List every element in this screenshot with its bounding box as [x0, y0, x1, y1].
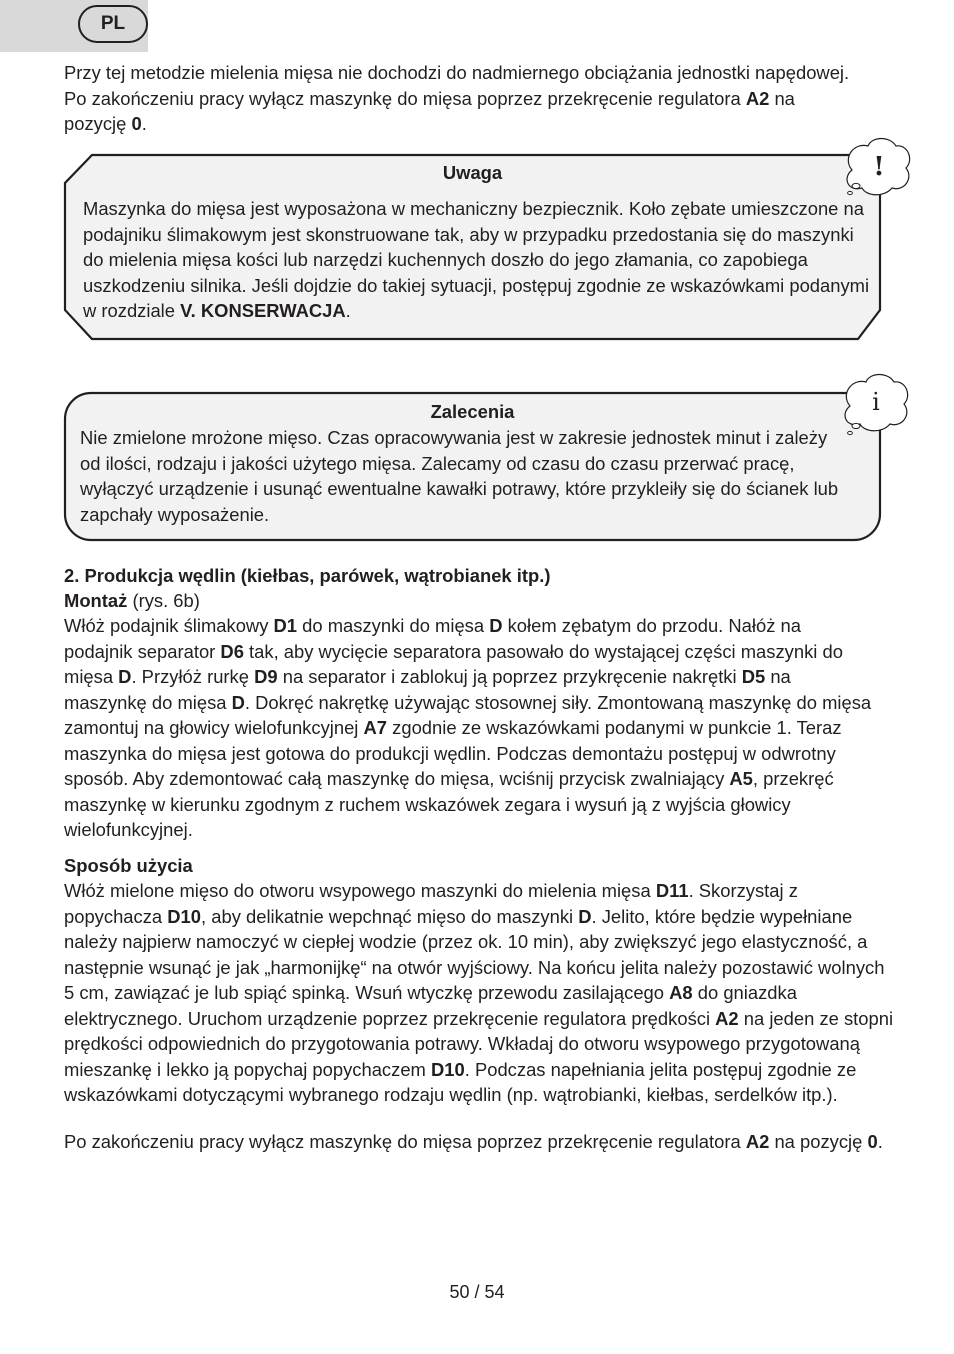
warning-symbol: ! [873, 152, 885, 182]
intro-paragraph: Przy tej metodzie mielenia mięsa nie dochodzi do nadmiernego obciążania jednostki napędowej. Po zakończeniu pracy wyłącz maszynkę do mięsa poprzez przekręcenie regulatora A2 na pozycję 0. [64, 62, 850, 134]
language-badge: PL [78, 5, 148, 43]
info-symbol: i [872, 388, 880, 416]
page-number: 50 / 54 [449, 1282, 505, 1302]
warning-text: Maszynka do mięsa jest wyposażona w mechaniczny bezpiecznik. Koło zębate umieszczone na podajniku ślimakowym jest skonstruowane tak, aby w przypadku przedostania się do maszynki do mielenia mięsa kości lub narzędzi kuchennych doszło do jego złamania, co zapobiega uszkodzeniu silnika. Jeśli dojdzie do takiej sytuacji, postępuj zgodnie ze wskazówkami podanymi w rozdziale V. KONSERWACJA. [83, 198, 870, 321]
usage-paragraph: Włóż mielone mięso do otworu wsypowego maszynki do mielenia mięsa D11. Skorzystaj z popychacza D10, aby delikatnie wepchnąć mięso do maszynki D. Jelito, które będzie wypełniane należy najpierw namoczyć w ciepłej wodzie (przez ok. 10 min), aby zwiększyć jego elastyczność, a następnie wsunąć je jak „harmonijkę“ na otwór wyjściowy. Na końcu jelita należy pozostawić wolnych 5 cm, zawiązać je lub spiąć spinką. Wsuń wtyczkę przewodu zasilającego A8 do gniazdka elektrycznego. Uruchom urządzenie poprzez przekręcenie regulatora prędkości A2 na jeden ze stopni prędkości odpowiednich do przygotowania potrawy. Wkładaj do otworu wsypowego przygotowaną mieszankę i lekko ją popychaj popychaczem D10. Podczas napełniania jelita postępuj zgodnie ze wskazówkami dotyczącymi wybranego rodzaju wędlin (np. wątrobianki, kiełbas, serdelków itp.). [64, 880, 894, 1105]
usage-heading: Sposób użycia [64, 855, 193, 876]
montaz-paragraph: Włóż podajnik ślimakowy D1 do maszynki do mięsa D kołem zębatym do przodu. Nałóż na podajnik separator D6 tak, aby wycięcie separatora pasowało do wystającej części maszynki do mięsa D. Przyłóż rurkę D9 na separator i zablokuj ją poprzez przykręcenie nakrętki D5 na maszynkę do mięsa D. Dokręć nakrętkę używając stosownej siły. Zmontowaną maszynkę do mięsa zamontuj na głowicy wielofunkcyjnej A7 zgodnie ze wskazówkami podanymi w punkcie 1. Teraz maszynka do mięsa jest gotowa do produkcji wędlin. Podczas demontażu postępuj w odwrotny sposób. Aby zdemontować całą maszynkę do mięsa, wciśnij przycisk zwalniający A5, przekręć maszynkę w kierunku zgodnym z ruchem wskazówek zegara i wysuń ją z wyjścia głowicy wielofunkcyjnej. [64, 615, 872, 840]
section-heading: 2. Produkcja wędlin (kiełbas, parówek, wątrobianek itp.) [64, 565, 551, 586]
warning-title: Uwaga [442, 162, 503, 183]
info-title: Zalecenia [430, 401, 515, 422]
info-text: Nie zmielone mrożone mięso. Czas opracowywania jest w zakresie jednostek minut i zależy od ilości, rodzaju i jakości użytego mięsa. Zalecamy od czasu do czasu przerwać pracę, wyłączyć urządzenie i usunąć ewentualne kawałki potrawy, które przykleiły się do ścianek lub zapchały wyposażenie. [80, 427, 839, 525]
final-paragraph: Po zakończeniu pracy wyłącz maszynkę do mięsa poprzez przekręcenie regulatora A2 na pozycję 0. [64, 1131, 883, 1152]
montaz-label: Montaż (rys. 6b) [64, 590, 200, 611]
